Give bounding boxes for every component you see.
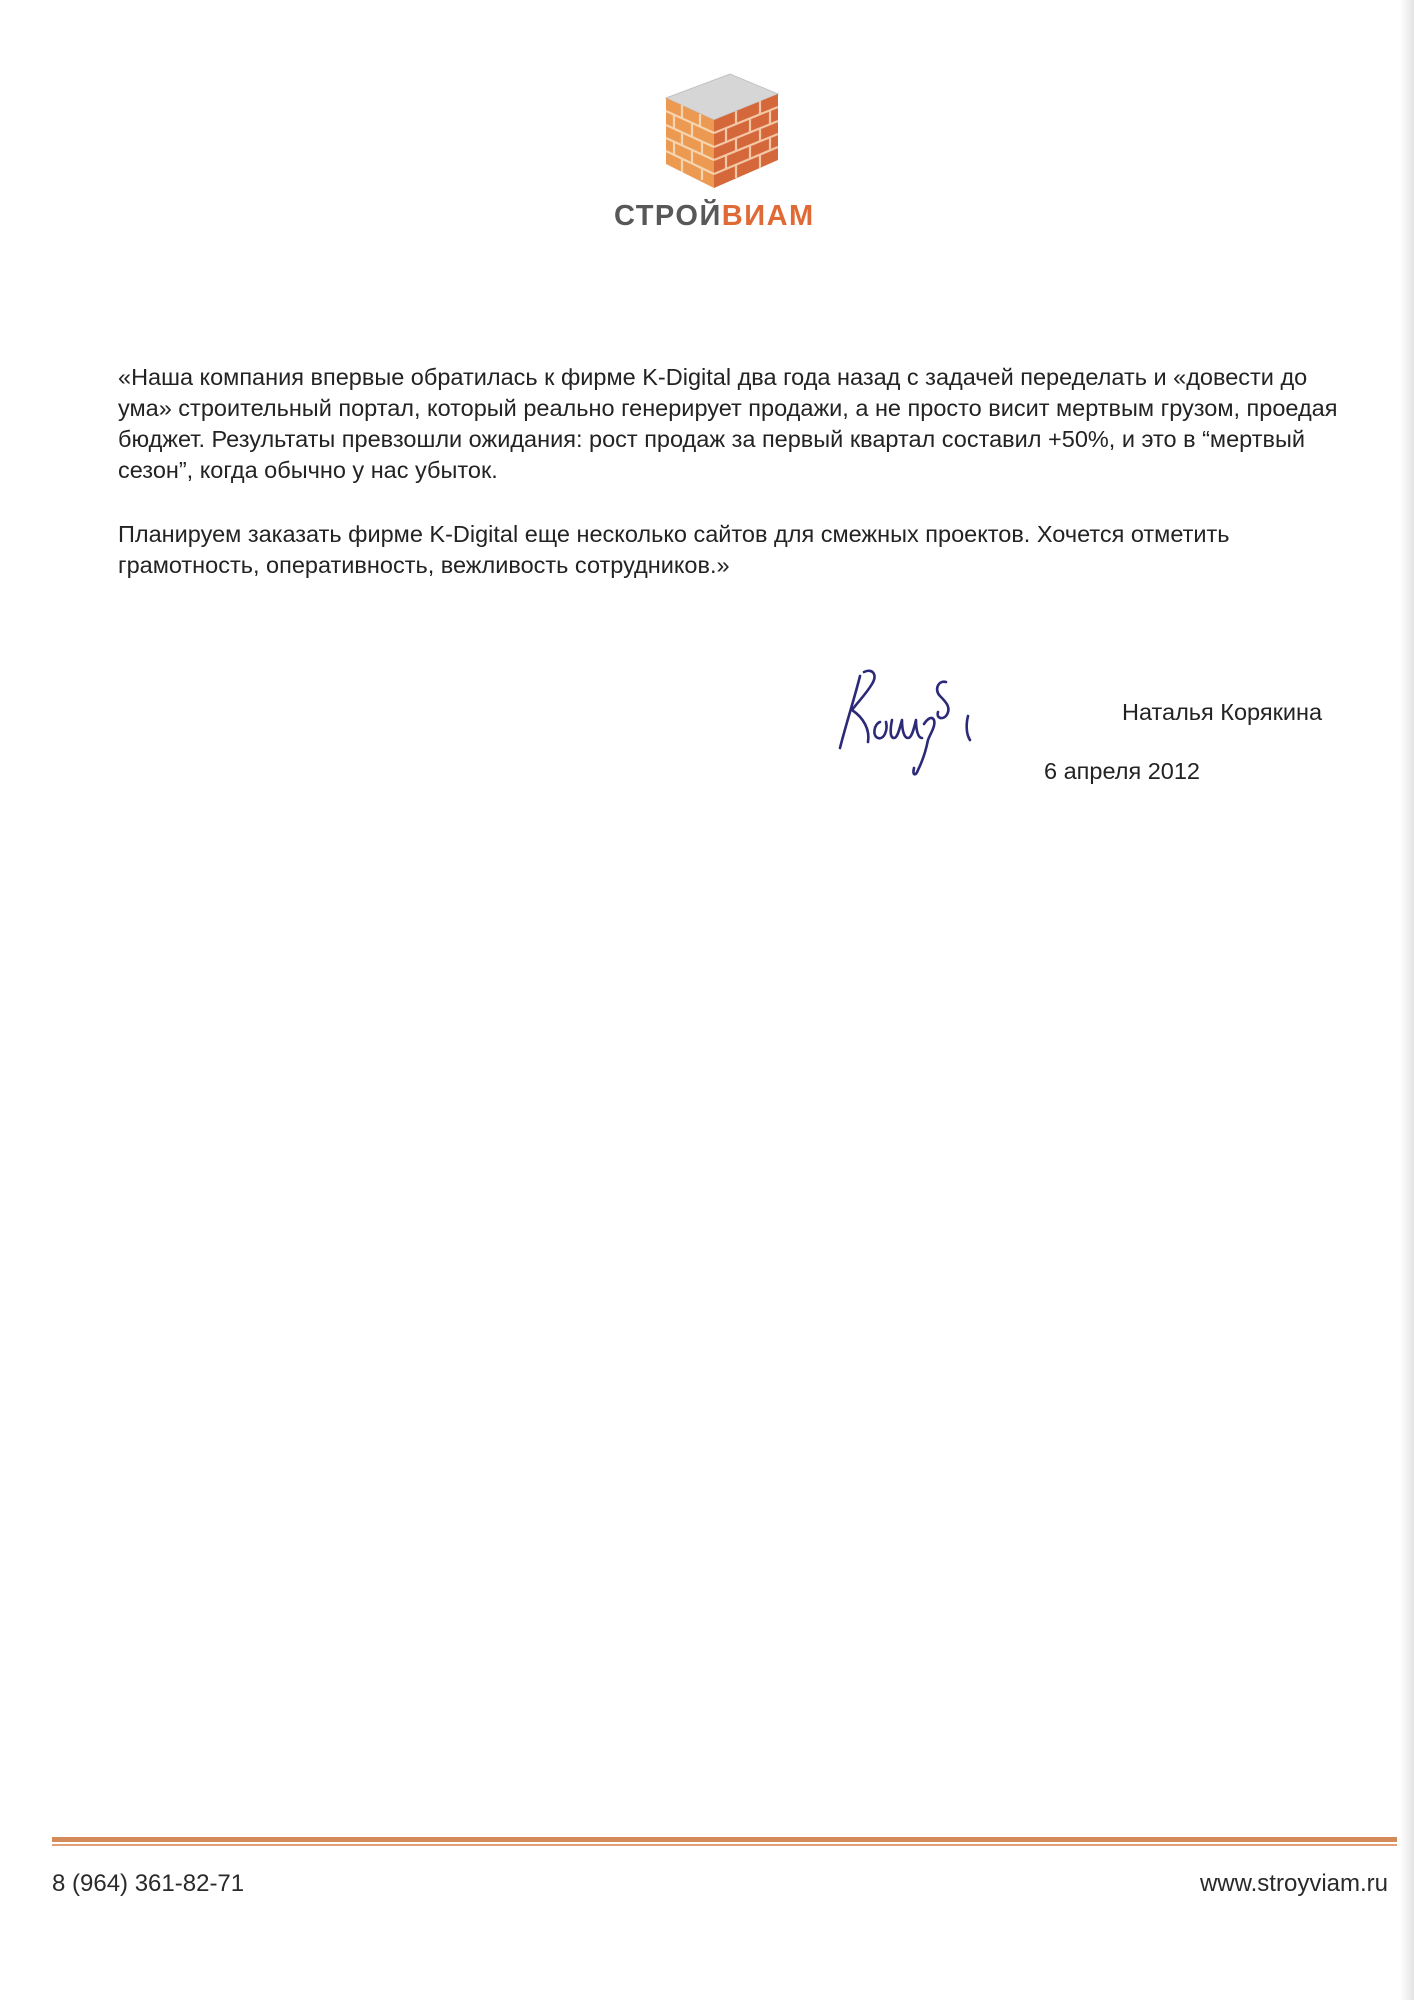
wordmark-part-2: ВИАМ (721, 200, 815, 232)
company-wordmark (614, 196, 844, 236)
handwritten-signature (820, 660, 1000, 780)
footer-website: www.stroyviam.ru (1199, 1870, 1388, 1897)
signer-name: Наталья Корякина (1122, 699, 1323, 725)
company-logo (0, 68, 1414, 238)
letter-paragraph-1: «Наша компания впервые обратилась к фирме K-Digital два года назад с задачей переделать и «довести до ума» строительный портал, который реально генерирует продажи, а не просто висит мертвым грузом, проедая бюджет. Результаты превзошли ожидания: рост продаж за первый квартал составил +50%, и это в “мертвый сезон”, когда обычно у нас убыток. (118, 364, 1338, 483)
brick-cube-icon (658, 68, 784, 192)
wordmark-part-1: СТРОЙ (614, 200, 722, 232)
letter-body (118, 362, 1358, 614)
letter-date: 6 апреля 2012 (1044, 758, 1200, 784)
page-edge-shadow (1400, 0, 1414, 2000)
letter-paragraph-2: Планируем заказать фирме K-Digital еще несколько сайтов для смежных проектов. Хочется отметить грамотность, оперативность, вежливость сотрудников.» (118, 521, 1230, 578)
footer-divider (52, 1837, 1397, 1846)
footer-phone: 8 (964) 361-82-71 (52, 1870, 245, 1897)
